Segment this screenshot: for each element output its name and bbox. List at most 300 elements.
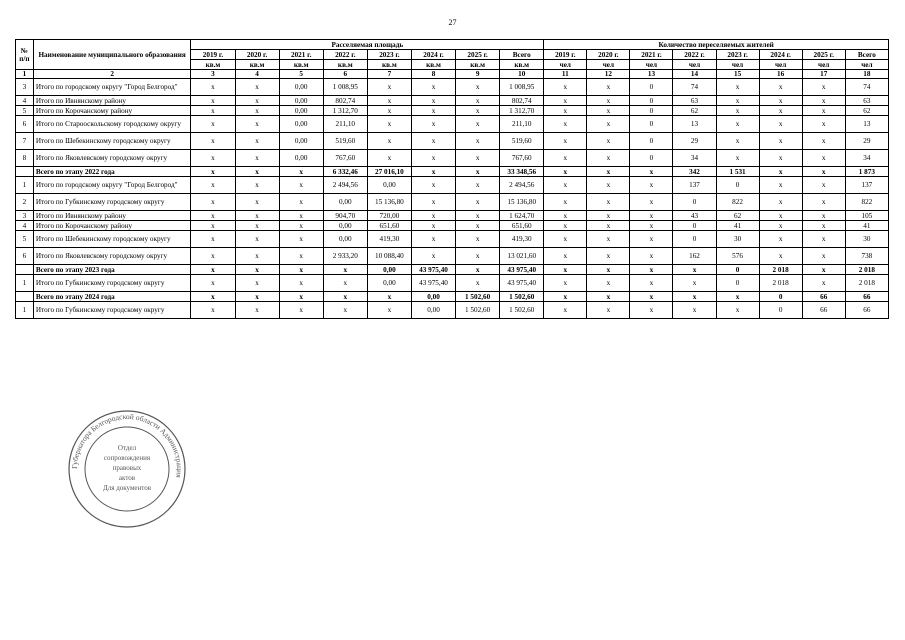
table-cell: 15 136,80 <box>367 194 411 211</box>
table-cell: x <box>279 302 323 319</box>
table-row <box>16 106 889 116</box>
table-cell: x <box>191 221 235 231</box>
table-cell: x <box>235 167 279 177</box>
unit-header: чел <box>802 60 845 70</box>
table-cell: 41 <box>845 221 888 231</box>
unit-header: чел <box>587 60 630 70</box>
table-cell: x <box>544 275 587 292</box>
table-cell: x <box>716 133 759 150</box>
table-cell: x <box>323 302 367 319</box>
table-cell: 1 312,70 <box>323 106 367 116</box>
stage-total-row <box>16 292 889 302</box>
table-cell: x <box>411 221 455 231</box>
unit-header: чел <box>673 60 716 70</box>
stage-total-row <box>16 167 889 177</box>
stamp-inner-line: Для документов <box>102 484 152 492</box>
table-row <box>16 194 889 211</box>
table-cell: 137 <box>845 177 888 194</box>
table-cell: x <box>630 302 673 319</box>
table-cell: 2 018 <box>759 275 802 292</box>
table-cell: x <box>673 275 716 292</box>
table-cell: x <box>802 248 845 265</box>
table-cell: 2 933,20 <box>323 248 367 265</box>
table-cell: 0 <box>630 150 673 167</box>
table-row <box>16 79 889 96</box>
table-cell: 43 975,40 <box>500 275 544 292</box>
table-cell: 342 <box>673 167 716 177</box>
table-cell: x <box>411 177 455 194</box>
table-cell: x <box>191 231 235 248</box>
table-cell: x <box>673 302 716 319</box>
year-header: 2024 г. <box>759 50 802 60</box>
table-cell: x <box>802 265 845 275</box>
table-cell: x <box>544 150 587 167</box>
table-cell: 0 <box>630 133 673 150</box>
table-cell: 62 <box>673 106 716 116</box>
table-cell: x <box>235 275 279 292</box>
table-cell: 738 <box>845 248 888 265</box>
table-cell: x <box>759 194 802 211</box>
table-cell: x <box>367 302 411 319</box>
table-cell: x <box>191 79 235 96</box>
column-number: 12 <box>587 70 630 79</box>
table-cell: 1 008,95 <box>500 79 544 96</box>
row-number: 8 <box>16 150 34 167</box>
table-cell: x <box>716 96 759 106</box>
stage-total-row <box>16 265 889 275</box>
table-cell: x <box>544 211 587 221</box>
table-cell: x <box>630 231 673 248</box>
table-cell: 13 021,60 <box>500 248 544 265</box>
table-cell: x <box>759 150 802 167</box>
table-cell: x <box>587 265 630 275</box>
table-cell: 13 <box>845 116 888 133</box>
table-cell: x <box>630 221 673 231</box>
table-cell: x <box>235 79 279 96</box>
table-cell: x <box>456 150 500 167</box>
table-cell: 1 502,60 <box>456 302 500 319</box>
unit-header: чел <box>845 60 888 70</box>
table-cell: 34 <box>845 150 888 167</box>
table-cell: x <box>456 133 500 150</box>
table-cell: 63 <box>845 96 888 106</box>
table-cell: 74 <box>845 79 888 96</box>
stamp-inner-line: Отдел <box>117 444 137 452</box>
table-cell: 6 332,46 <box>323 167 367 177</box>
table-cell: 0,00 <box>367 275 411 292</box>
table-cell: x <box>630 292 673 302</box>
year-header: 2023 г. <box>716 50 759 60</box>
year-header: 2025 г. <box>456 50 500 60</box>
table-cell: x <box>323 292 367 302</box>
table-cell: x <box>759 248 802 265</box>
row-number: 5 <box>16 106 34 116</box>
column-number: 11 <box>544 70 587 79</box>
row-name: Итого по Корочанскому району <box>33 221 191 231</box>
row-number <box>16 167 34 177</box>
unit-header: чел <box>716 60 759 70</box>
unit-header: чел <box>544 60 587 70</box>
column-number: 17 <box>802 70 845 79</box>
table-cell: x <box>279 265 323 275</box>
table-cell: x <box>279 231 323 248</box>
table-cell: x <box>456 221 500 231</box>
column-number: 4 <box>235 70 279 79</box>
table-cell: x <box>235 194 279 211</box>
table-cell: x <box>323 265 367 275</box>
row-name: Итого по Шебекинскому городскому округу <box>33 133 191 150</box>
row-name: Итого по Ивнянскому району <box>33 211 191 221</box>
table-cell: x <box>587 150 630 167</box>
table-cell: x <box>235 292 279 302</box>
table-cell: x <box>456 96 500 106</box>
table-cell: x <box>191 302 235 319</box>
column-number: 7 <box>367 70 411 79</box>
table-cell: 2 494,56 <box>500 177 544 194</box>
column-number: 1 <box>16 70 34 79</box>
stamp-inner-line: правовых <box>112 464 142 472</box>
table-cell: x <box>802 211 845 221</box>
row-name: Итого по городскому округу "Город Белгород" <box>33 177 191 194</box>
table-cell: x <box>544 248 587 265</box>
table-cell: x <box>587 248 630 265</box>
table-cell: x <box>802 96 845 106</box>
table-cell: 0 <box>630 96 673 106</box>
table-cell: 822 <box>716 194 759 211</box>
table-cell: x <box>802 275 845 292</box>
table-cell: 0,00 <box>323 194 367 211</box>
table-cell: 66 <box>845 302 888 319</box>
table-cell: 105 <box>845 211 888 221</box>
year-header: 2021 г. <box>630 50 673 60</box>
table-cell: x <box>191 96 235 106</box>
row-name: Итого по Губкинскому городскому округу <box>33 302 191 319</box>
year-header: 2019 г. <box>544 50 587 60</box>
approval-stamp <box>66 408 188 530</box>
table-cell: x <box>235 211 279 221</box>
table-cell: 34 <box>673 150 716 167</box>
row-name: Итого по Корочанскому району <box>33 106 191 116</box>
row-number: 7 <box>16 133 34 150</box>
table-cell: x <box>191 265 235 275</box>
table-cell: 1 502,60 <box>500 292 544 302</box>
unit-header: чел <box>759 60 802 70</box>
table-cell: x <box>759 96 802 106</box>
table-cell: x <box>544 79 587 96</box>
table-cell: 1 502,60 <box>500 302 544 319</box>
table-cell: x <box>587 177 630 194</box>
row-number: 2 <box>16 194 34 211</box>
table-cell: x <box>191 248 235 265</box>
table-cell: x <box>630 167 673 177</box>
table-cell: x <box>716 302 759 319</box>
table-cell: x <box>456 167 500 177</box>
unit-header: кв.м <box>323 60 367 70</box>
table-cell: x <box>279 177 323 194</box>
table-cell: x <box>802 167 845 177</box>
table-cell: x <box>367 106 411 116</box>
column-number: 2 <box>33 70 191 79</box>
table-cell: 1 008,95 <box>323 79 367 96</box>
table-cell: 41 <box>716 221 759 231</box>
row-number: 6 <box>16 116 34 133</box>
table-cell: 27 016,10 <box>367 167 411 177</box>
table-cell: x <box>191 116 235 133</box>
table-cell: x <box>587 194 630 211</box>
table-cell: 63 <box>673 96 716 106</box>
table-cell: x <box>279 211 323 221</box>
page-number: 27 <box>448 18 457 27</box>
table-cell: x <box>235 106 279 116</box>
table-cell: x <box>456 248 500 265</box>
table-cell: 0 <box>716 265 759 275</box>
row-number: 6 <box>16 248 34 265</box>
column-number: 15 <box>716 70 759 79</box>
column-number: 6 <box>323 70 367 79</box>
table-cell: 13 <box>673 116 716 133</box>
table-cell: x <box>544 177 587 194</box>
table-cell: x <box>411 116 455 133</box>
table-cell: 2 018 <box>845 265 888 275</box>
table-cell: x <box>367 133 411 150</box>
table-cell: 0 <box>716 177 759 194</box>
table-cell: x <box>673 292 716 302</box>
table-cell: 0,00 <box>323 231 367 248</box>
table-cell: 0,00 <box>279 79 323 96</box>
table-cell: x <box>456 211 500 221</box>
table-cell: 0 <box>673 194 716 211</box>
table-cell: 211,10 <box>323 116 367 133</box>
table-cell: 62 <box>845 106 888 116</box>
table-cell: 0,00 <box>367 177 411 194</box>
year-header: 2025 г. <box>802 50 845 60</box>
table-cell: x <box>544 221 587 231</box>
row-name: Итого по Старооскольскому городскому округу <box>33 116 191 133</box>
table-cell: x <box>587 292 630 302</box>
table-cell: x <box>411 167 455 177</box>
header-area-group: Расселяемая площадь <box>191 40 544 50</box>
table-cell: x <box>673 265 716 275</box>
table-cell: 66 <box>845 292 888 302</box>
table-cell: 0,00 <box>279 116 323 133</box>
table-cell: 576 <box>716 248 759 265</box>
year-header: 2020 г. <box>235 50 279 60</box>
table-cell: x <box>456 116 500 133</box>
table-cell: x <box>802 106 845 116</box>
table-row <box>16 275 889 292</box>
table-cell: x <box>456 79 500 96</box>
row-number: 5 <box>16 231 34 248</box>
stamp-outer-text: Губернатора Белгородской области Администрация <box>69 411 185 479</box>
table-cell: x <box>191 292 235 302</box>
table-cell: x <box>235 231 279 248</box>
table-cell: 66 <box>802 302 845 319</box>
table-cell: x <box>544 265 587 275</box>
row-number: 3 <box>16 211 34 221</box>
table-cell: x <box>191 167 235 177</box>
table-row <box>16 231 889 248</box>
row-number: 4 <box>16 96 34 106</box>
table-cell: x <box>235 133 279 150</box>
unit-header: кв.м <box>279 60 323 70</box>
table-cell: x <box>759 177 802 194</box>
table-cell: x <box>544 96 587 106</box>
year-header: Всего <box>845 50 888 60</box>
table-row <box>16 302 889 319</box>
table-cell: x <box>759 211 802 221</box>
column-number: 10 <box>500 70 544 79</box>
column-number-row <box>16 70 889 79</box>
table-cell: x <box>802 79 845 96</box>
table-cell: x <box>235 221 279 231</box>
column-number: 16 <box>759 70 802 79</box>
table-cell: x <box>235 265 279 275</box>
year-header: 2020 г. <box>587 50 630 60</box>
row-number: 4 <box>16 221 34 231</box>
table-cell: x <box>544 167 587 177</box>
table-cell: 822 <box>845 194 888 211</box>
table-cell: x <box>191 275 235 292</box>
table-cell: x <box>456 231 500 248</box>
table-cell: 0,00 <box>367 265 411 275</box>
table-cell: x <box>411 79 455 96</box>
year-header: Всего <box>500 50 544 60</box>
column-number: 13 <box>630 70 673 79</box>
table-cell: 2 018 <box>759 265 802 275</box>
row-number: 3 <box>16 79 34 96</box>
column-number: 9 <box>456 70 500 79</box>
unit-header: кв.м <box>500 60 544 70</box>
table-cell: x <box>367 79 411 96</box>
column-number: 18 <box>845 70 888 79</box>
table-cell: x <box>759 221 802 231</box>
header-number: № п/п <box>16 40 34 70</box>
table-cell: x <box>716 150 759 167</box>
table-cell: x <box>191 177 235 194</box>
row-number <box>16 292 34 302</box>
table-cell: 519,60 <box>323 133 367 150</box>
table-cell: 1 624,70 <box>500 211 544 221</box>
stamp-inner-line: сопровождения <box>103 454 151 462</box>
table-cell: x <box>411 96 455 106</box>
stamp-inner-line: актов <box>118 474 136 482</box>
table-cell: 33 348,56 <box>500 167 544 177</box>
table-cell: x <box>411 194 455 211</box>
table-cell: 211,10 <box>500 116 544 133</box>
unit-header: кв.м <box>235 60 279 70</box>
row-name: Итого по городскому округу "Город Белгород" <box>33 79 191 96</box>
table-cell: x <box>456 194 500 211</box>
table-cell: x <box>456 275 500 292</box>
table-row <box>16 177 889 194</box>
table-cell: x <box>630 211 673 221</box>
table-cell: x <box>235 96 279 106</box>
table-cell: x <box>235 150 279 167</box>
table-cell: 0,00 <box>279 133 323 150</box>
table-cell: x <box>802 194 845 211</box>
table-cell: x <box>279 194 323 211</box>
table-cell: 720,00 <box>367 211 411 221</box>
table-cell: 43 975,40 <box>500 265 544 275</box>
table-cell: 137 <box>673 177 716 194</box>
table-cell: x <box>235 248 279 265</box>
table-cell: 0,00 <box>411 302 455 319</box>
table-cell: x <box>716 292 759 302</box>
table-cell: x <box>587 79 630 96</box>
table-cell: x <box>456 177 500 194</box>
table-cell: x <box>802 133 845 150</box>
table-row <box>16 150 889 167</box>
table-cell: 62 <box>716 211 759 221</box>
table-cell: x <box>235 302 279 319</box>
table-cell: x <box>456 106 500 116</box>
table-cell: x <box>716 116 759 133</box>
table-cell: 43 975,40 <box>411 265 455 275</box>
table-cell: x <box>544 194 587 211</box>
table-cell: x <box>544 231 587 248</box>
row-name: Итого по Яковлевскому городскому округу <box>33 248 191 265</box>
row-name: Итого по Ивнянскому району <box>33 96 191 106</box>
table-cell: x <box>191 106 235 116</box>
table-cell: 0,00 <box>279 150 323 167</box>
year-header: 2021 г. <box>279 50 323 60</box>
table-cell: x <box>802 116 845 133</box>
table-cell: x <box>279 167 323 177</box>
table-cell: x <box>411 106 455 116</box>
table-cell: x <box>759 116 802 133</box>
table-cell: x <box>587 275 630 292</box>
table-cell: x <box>279 221 323 231</box>
year-header: 2022 г. <box>673 50 716 60</box>
year-header: 2019 г. <box>191 50 235 60</box>
column-number: 5 <box>279 70 323 79</box>
table-cell: x <box>411 248 455 265</box>
table-row <box>16 96 889 106</box>
table-cell: x <box>587 116 630 133</box>
year-header: 2024 г. <box>411 50 455 60</box>
table-cell: 419,30 <box>367 231 411 248</box>
table-cell: 802,74 <box>500 96 544 106</box>
table-cell: 1 531 <box>716 167 759 177</box>
table-cell: x <box>191 194 235 211</box>
table-cell: x <box>544 116 587 133</box>
row-name: Итого по Яковлевскому городскому округу <box>33 150 191 167</box>
table-cell: x <box>716 79 759 96</box>
table-row <box>16 116 889 133</box>
table-cell: x <box>191 150 235 167</box>
table-cell: 1 312,70 <box>500 106 544 116</box>
table-cell: x <box>191 133 235 150</box>
table-cell: 651,60 <box>367 221 411 231</box>
table-cell: 10 088,40 <box>367 248 411 265</box>
table-cell: x <box>759 106 802 116</box>
row-name: Всего по этапу 2024 года <box>33 292 191 302</box>
table-cell: x <box>759 231 802 248</box>
table-cell: x <box>456 265 500 275</box>
table-cell: 2 018 <box>845 275 888 292</box>
table-cell: x <box>367 96 411 106</box>
row-number <box>16 265 34 275</box>
row-number: 1 <box>16 275 34 292</box>
table-cell: x <box>279 292 323 302</box>
table-cell: x <box>630 248 673 265</box>
table-cell: 0 <box>759 292 802 302</box>
column-number: 3 <box>191 70 235 79</box>
table-cell: x <box>235 177 279 194</box>
table-cell: x <box>367 292 411 302</box>
unit-header: кв.м <box>411 60 455 70</box>
table-cell: x <box>411 211 455 221</box>
